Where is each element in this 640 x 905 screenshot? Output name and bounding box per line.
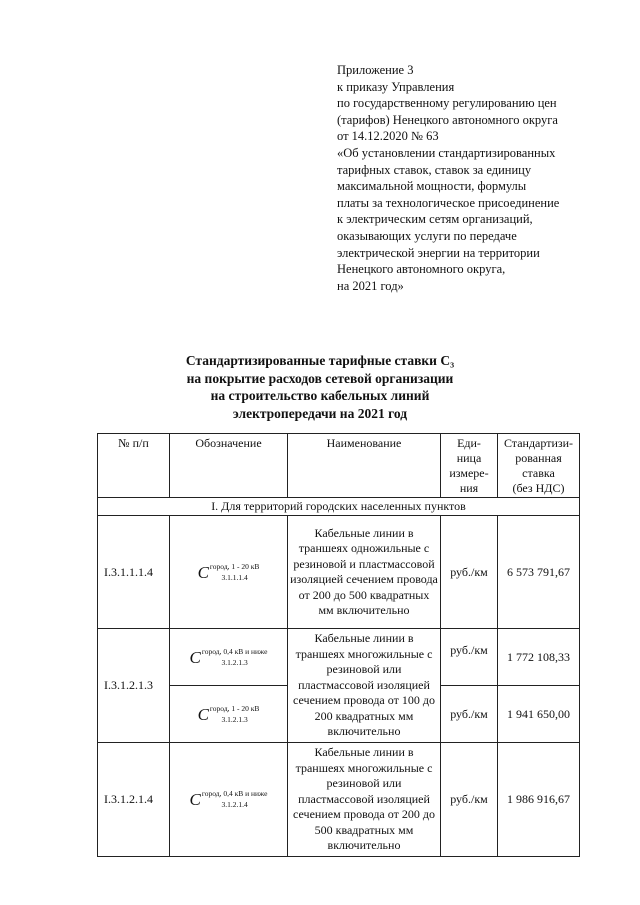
table-row (98, 743, 580, 857)
row-name: Кабельные линии в траншеях многожильные с резиновой или пластмассовой изоляцией сечением провода от 200 до 500 квадратных мм включительно (288, 743, 441, 857)
symbol-letter: C (197, 704, 209, 724)
header-unit: Еди- ница измере- ния (441, 434, 498, 498)
row-value: 1 772 108,33 (498, 629, 580, 686)
header-rate: Стандартизи- рованная ставка (без НДС) (498, 434, 580, 498)
symbol-subscript: 3.1.2.1.3 (221, 658, 248, 667)
appendix-line: оказывающих услуги по передаче (337, 228, 517, 243)
appendix-line: (тарифов) Ненецкого автономного округа (337, 112, 558, 127)
row-value: 1 986 916,67 (498, 743, 580, 857)
row-number: I.3.1.1.1.4 (98, 516, 170, 629)
title-line: электропередачи на 2021 год (232, 405, 408, 421)
rate-symbol (170, 629, 288, 686)
table-row (98, 516, 580, 629)
row-value: 1 941 650,00 (498, 686, 580, 743)
header-num: № п/п (98, 434, 170, 498)
appendix-line: тарифных ставок, ставок за единицу (337, 162, 532, 177)
document-title (150, 352, 490, 422)
header-name: Наименование (288, 434, 441, 498)
row-unit: руб./км (441, 516, 498, 629)
appendix-line: к электрическим сетям организаций, (337, 212, 533, 227)
appendix-line: к приказу Управления (337, 79, 455, 94)
appendix-block (337, 62, 617, 294)
title-line: на покрытие расходов сетевой организации (186, 370, 454, 386)
symbol-letter: C (189, 647, 201, 667)
appendix-line: максимальной мощности, формулы (337, 179, 527, 194)
appendix-line: от 14.12.2020 № 63 (337, 129, 439, 144)
row-unit: руб./км (441, 629, 498, 686)
symbol-letter: C (197, 562, 209, 582)
appendix-line: электрической энергии на территории (337, 245, 540, 260)
table-header-row (98, 434, 580, 498)
symbol-superscript: город, 0,4 кВ и ниже (201, 789, 268, 799)
rate-symbol (170, 516, 288, 629)
symbol-superscript: город, 0,4 кВ и ниже (201, 647, 268, 656)
symbol-subscript: 3.1.1.1.4 (221, 573, 248, 582)
appendix-line: Приложение 3 (337, 63, 414, 77)
symbol-subscript: 3.1.2.1.4 (221, 800, 248, 810)
header-code: Обозначение (170, 434, 288, 498)
row-number: I.3.1.2.1.3 (98, 629, 170, 743)
appendix-line: Ненецкого автономного округа, (337, 262, 506, 277)
row-value: 6 573 791,67 (498, 516, 580, 629)
appendix-line: «Об установлении стандартизированных (337, 145, 556, 160)
appendix-line: платы за технологическое присоединение (337, 195, 560, 210)
appendix-line: на 2021 год» (337, 278, 404, 293)
section-row (98, 498, 580, 516)
section-title: I. Для территорий городских населенных пунктов (98, 498, 580, 516)
row-name: Кабельные линии в траншеях многожильные с резиновой или пластмассовой изоляцией сечением провода от 100 до 200 квадратных мм включительно (288, 629, 441, 743)
title-line: Стандартизированные тарифные ставки C₃ (185, 353, 455, 368)
rates-table (97, 433, 580, 857)
rate-symbol (170, 743, 288, 857)
row-unit: руб./км (441, 686, 498, 743)
appendix-line: по государственному регулированию цен (337, 96, 557, 111)
symbol-subscript: 3.1.2.1.3 (221, 715, 248, 724)
row-name: Кабельные линии в траншеях одножильные с резиновой и пластмассовой изоляцией сечением провода от 200 до 500 квадратных мм включительно (288, 516, 441, 629)
row-unit: руб./км (441, 743, 498, 857)
symbol-letter: C (189, 789, 201, 809)
title-line: на строительство кабельных линий (210, 388, 430, 403)
row-number: I.3.1.2.1.4 (98, 743, 170, 857)
table-row (98, 629, 580, 686)
symbol-superscript: город, 1 - 20 кВ (209, 562, 260, 571)
symbol-superscript: город, 1 - 20 кВ (209, 704, 260, 713)
rate-symbol (170, 686, 288, 743)
